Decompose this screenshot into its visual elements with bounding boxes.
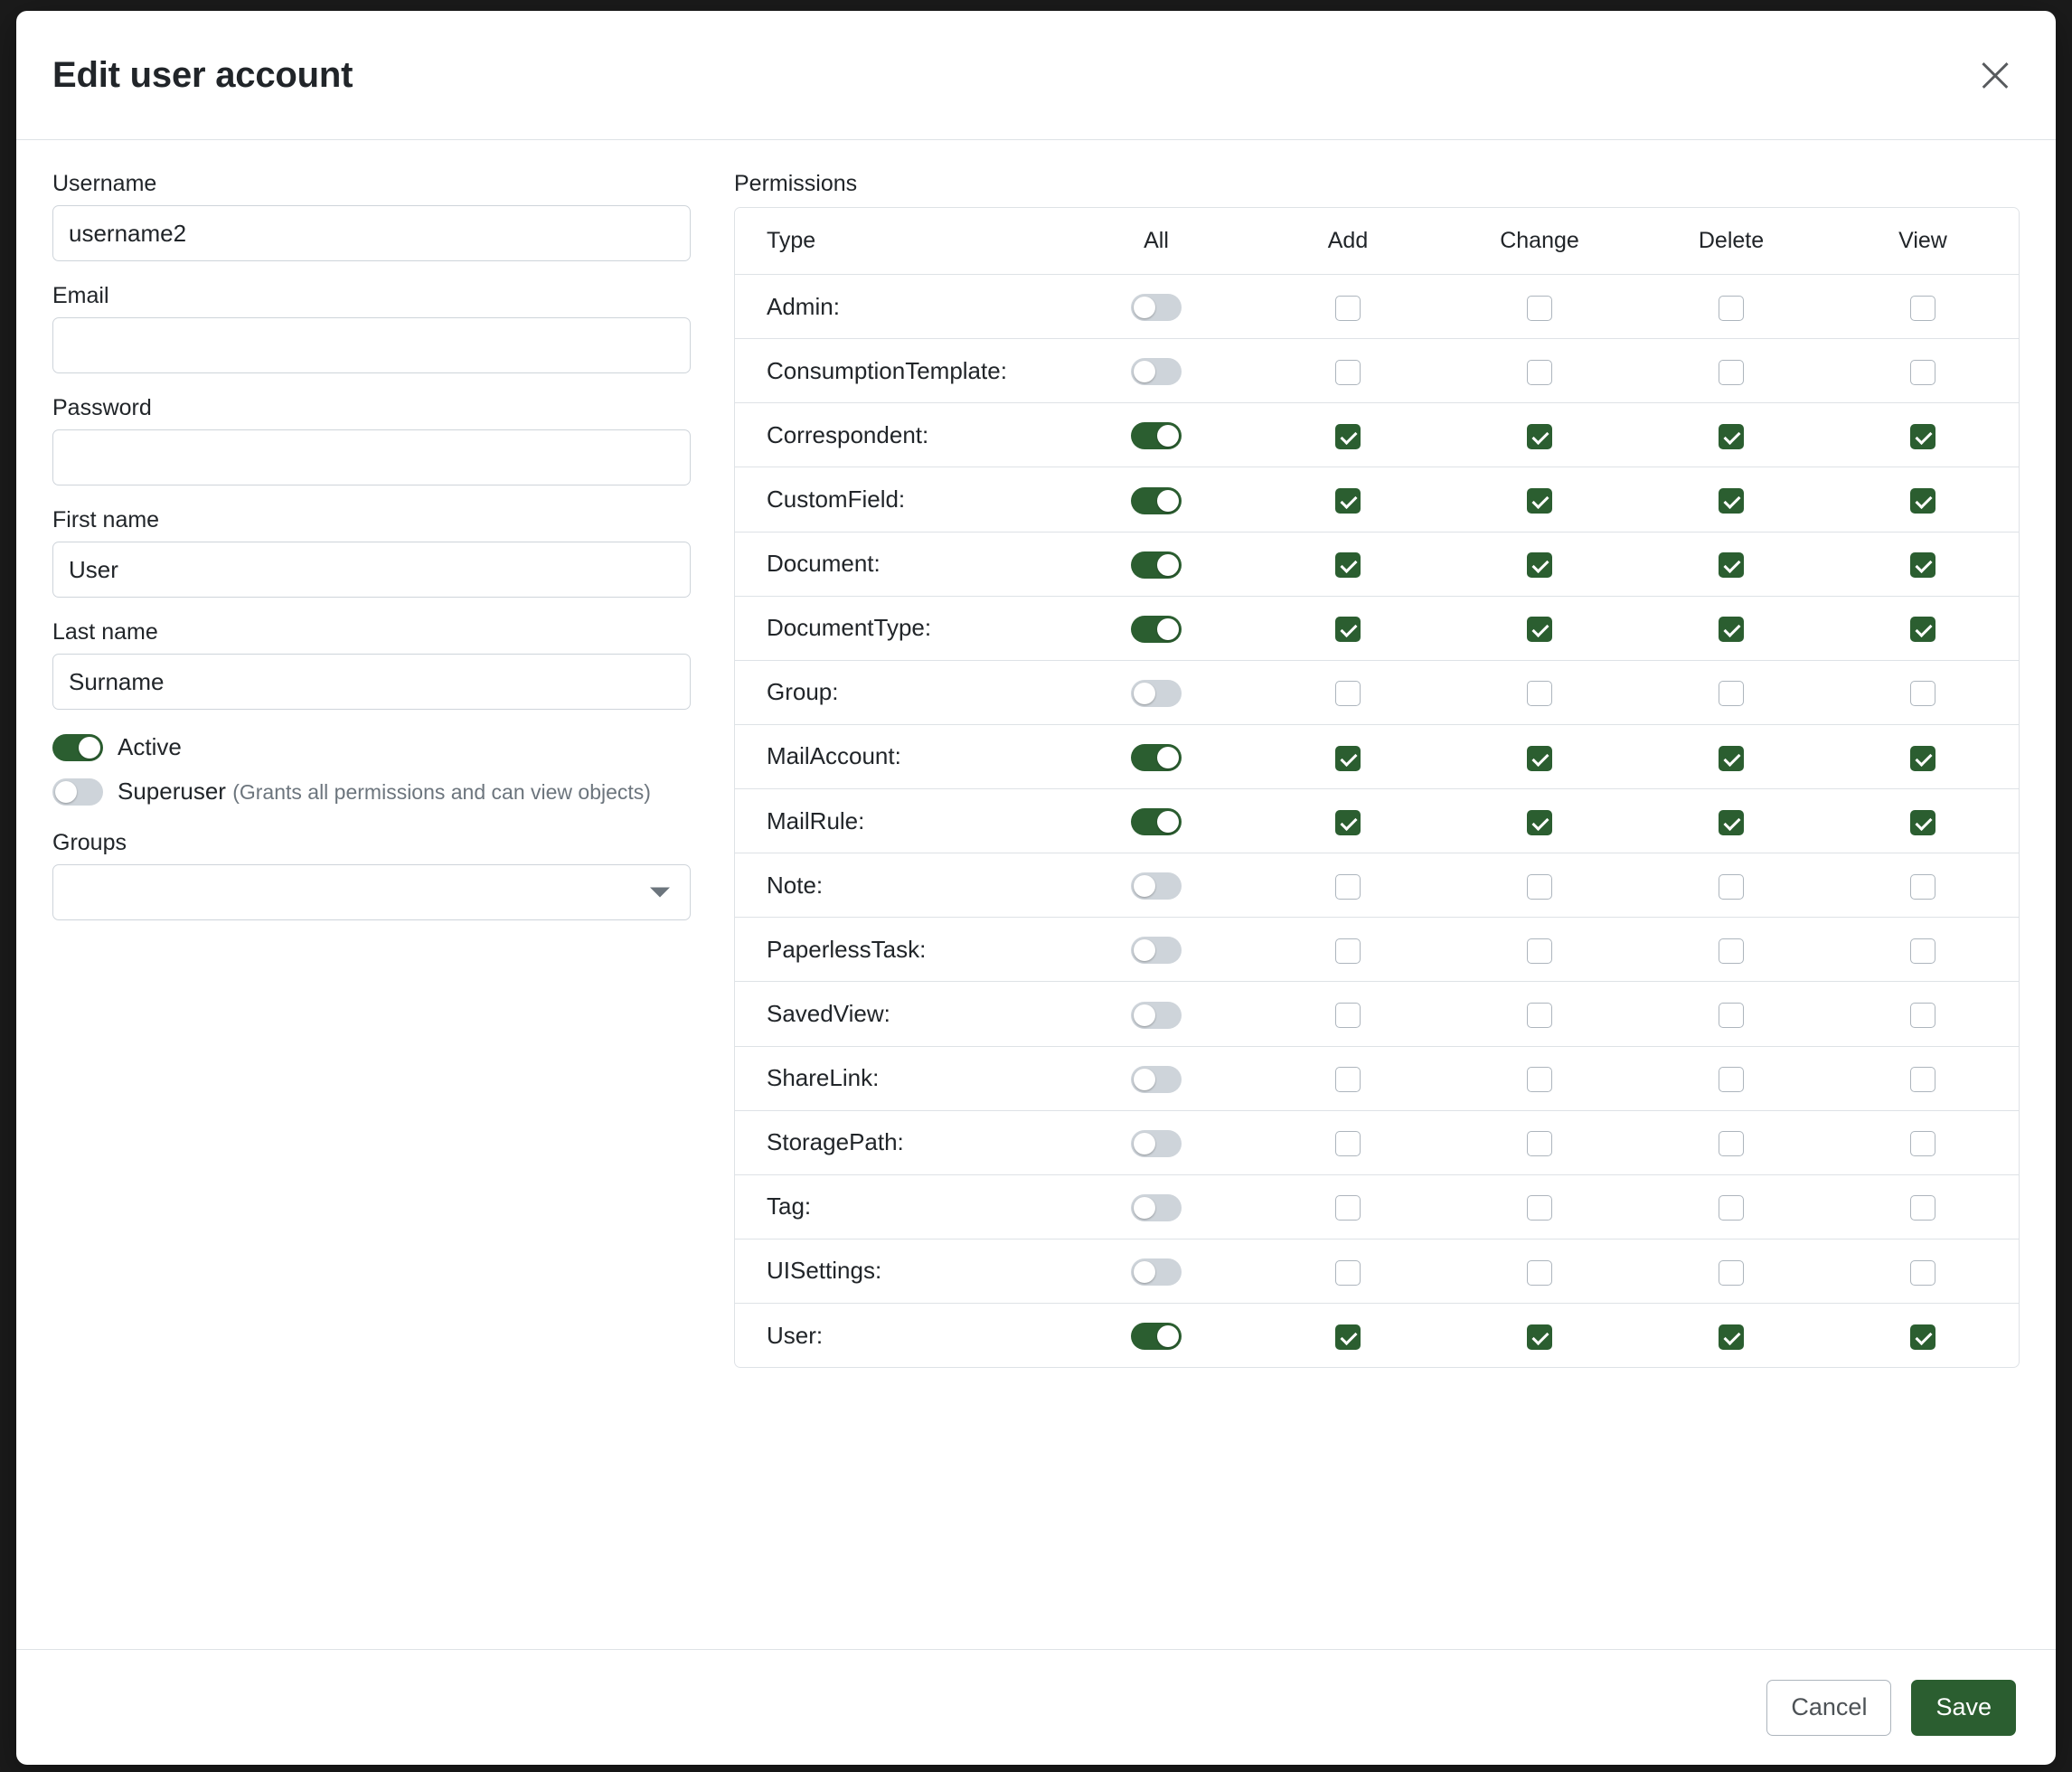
permission-change-cell [1444,596,1635,660]
permission-delete-checkbox[interactable] [1719,1195,1744,1221]
permission-delete-cell [1635,660,1827,724]
permission-change-checkbox[interactable] [1527,617,1552,642]
permission-change-checkbox[interactable] [1527,552,1552,578]
email-field[interactable] [52,317,691,373]
permission-change-checkbox[interactable] [1527,488,1552,514]
permission-add-cell [1252,1239,1444,1303]
permission-view-checkbox[interactable] [1910,296,1935,321]
page-title: Edit user account [52,54,353,95]
permission-delete-checkbox[interactable] [1719,874,1744,900]
permission-all-cell [1060,403,1252,467]
superuser-label-wrap [118,776,651,807]
permission-view-cell [1827,596,2019,660]
column-header-delete: Delete [1635,208,1827,275]
permission-add-checkbox[interactable] [1335,1131,1361,1156]
table-row [735,1304,2019,1368]
permission-all-cell [1060,532,1252,596]
permission-change-cell [1444,982,1635,1046]
permissions-table-body [735,275,2019,1368]
permission-all-cell [1060,1239,1252,1303]
permission-delete-checkbox[interactable] [1719,296,1744,321]
permission-view-cell [1827,339,2019,403]
permission-add-cell [1252,918,1444,982]
table-header-row [735,208,2019,275]
permission-all-toggle[interactable] [1131,1194,1182,1221]
permission-type-label: ShareLink: [735,1046,1060,1110]
permission-view-checkbox[interactable] [1910,1131,1935,1156]
table-row [735,1174,2019,1239]
permission-delete-cell [1635,918,1827,982]
superuser-label: Superuser [118,777,226,805]
permission-delete-cell [1635,403,1827,467]
password-field-group [52,395,691,485]
permission-change-checkbox[interactable] [1527,1195,1552,1221]
permission-view-checkbox[interactable] [1910,1260,1935,1286]
permission-type-label: User: [735,1304,1060,1368]
dialog-body [16,140,2056,1649]
permission-type-label: DocumentType: [735,596,1060,660]
permission-delete-cell [1635,724,1827,788]
permission-add-checkbox[interactable] [1335,424,1361,449]
permission-add-cell [1252,982,1444,1046]
permission-delete-checkbox[interactable] [1719,488,1744,514]
permission-all-toggle[interactable] [1131,1258,1182,1286]
superuser-toggle-row [52,776,691,807]
table-row [735,339,2019,403]
permission-view-cell [1827,918,2019,982]
permission-delete-cell [1635,596,1827,660]
permission-all-toggle[interactable] [1131,1066,1182,1093]
first-name-input[interactable] [52,542,691,598]
permission-view-checkbox[interactable] [1910,874,1935,900]
permission-type-label: MailRule: [735,789,1060,853]
email-field-group [52,283,691,373]
table-row [735,275,2019,339]
permission-type-label: PaperlessTask: [735,918,1060,982]
table-row [735,596,2019,660]
permission-delete-cell [1635,982,1827,1046]
table-row [735,789,2019,853]
groups-select[interactable] [52,864,691,920]
permission-delete-checkbox[interactable] [1719,1003,1744,1028]
permission-view-cell [1827,1304,2019,1368]
permission-add-checkbox[interactable] [1335,1003,1361,1028]
permission-view-cell [1827,724,2019,788]
first-name-label: First name [52,507,160,533]
permission-view-checkbox[interactable] [1910,424,1935,449]
permission-all-cell [1060,789,1252,853]
permission-change-cell [1444,1304,1635,1368]
permissions-section [734,171,2020,1631]
permission-view-cell [1827,1046,2019,1110]
permission-delete-checkbox[interactable] [1719,1067,1744,1092]
active-toggle[interactable] [52,734,103,761]
permission-view-checkbox[interactable] [1910,552,1935,578]
permission-add-cell [1252,1304,1444,1368]
dialog-footer [16,1649,2056,1765]
permission-change-checkbox[interactable] [1527,360,1552,385]
permission-add-cell [1252,403,1444,467]
table-row [735,1110,2019,1174]
permission-all-cell [1060,596,1252,660]
table-row [735,853,2019,918]
permission-all-toggle[interactable] [1131,872,1182,900]
permission-delete-cell [1635,1110,1827,1174]
permission-add-checkbox[interactable] [1335,296,1361,321]
permission-view-checkbox[interactable] [1910,360,1935,385]
permission-add-checkbox[interactable] [1335,746,1361,771]
permission-type-label: Tag: [735,1174,1060,1239]
permission-change-checkbox[interactable] [1527,1131,1552,1156]
dialog-header [16,11,2056,140]
column-header-view: View [1827,208,2019,275]
permission-all-cell [1060,1046,1252,1110]
table-row [735,1046,2019,1110]
permission-change-cell [1444,1239,1635,1303]
permission-view-cell [1827,1174,2019,1239]
permission-all-toggle[interactable] [1131,1002,1182,1029]
active-label: Active [118,733,182,760]
groups-label: Groups [52,830,127,856]
permission-change-cell [1444,789,1635,853]
permission-add-cell [1252,1110,1444,1174]
permission-view-cell [1827,660,2019,724]
username-label: Username [52,171,157,196]
table-row [735,467,2019,532]
permission-type-label: Group: [735,660,1060,724]
table-row [735,1239,2019,1303]
permission-add-checkbox[interactable] [1335,488,1361,514]
permission-all-toggle[interactable] [1131,358,1182,385]
groups-field-group [52,830,691,920]
permission-all-toggle[interactable] [1131,1130,1182,1157]
permission-view-checkbox[interactable] [1910,1067,1935,1092]
permission-add-cell [1252,789,1444,853]
permission-delete-checkbox[interactable] [1719,424,1744,449]
permission-all-cell [1060,1174,1252,1239]
username-field-group [52,171,691,261]
permission-all-toggle[interactable] [1131,616,1182,643]
permission-change-checkbox[interactable] [1527,424,1552,449]
permission-add-checkbox[interactable] [1335,938,1361,964]
permission-all-toggle[interactable] [1131,680,1182,707]
permission-all-toggle[interactable] [1131,937,1182,964]
email-label: Email [52,283,109,308]
permission-add-cell [1252,275,1444,339]
permission-add-cell [1252,467,1444,532]
permission-view-checkbox[interactable] [1910,681,1935,706]
permission-all-cell [1060,467,1252,532]
permission-all-cell [1060,1110,1252,1174]
permission-view-cell [1827,275,2019,339]
permission-type-label: MailAccount: [735,724,1060,788]
permission-change-cell [1444,1046,1635,1110]
permission-view-checkbox[interactable] [1910,746,1935,771]
permission-change-cell [1444,403,1635,467]
permission-delete-checkbox[interactable] [1719,810,1744,835]
last-name-field-group [52,619,691,710]
permission-all-toggle[interactable] [1131,1323,1182,1350]
superuser-toggle[interactable] [52,778,103,806]
permission-type-label: Note: [735,853,1060,918]
cancel-button[interactable]: Cancel [1766,1680,1891,1736]
last-name-input[interactable] [52,654,691,710]
permission-add-checkbox[interactable] [1335,1260,1361,1286]
permission-all-cell [1060,918,1252,982]
permission-all-toggle[interactable] [1131,551,1182,579]
permission-add-checkbox[interactable] [1335,874,1361,900]
permission-all-cell [1060,982,1252,1046]
permission-add-checkbox[interactable] [1335,1195,1361,1221]
permission-view-checkbox[interactable] [1910,1003,1935,1028]
permission-delete-cell [1635,1046,1827,1110]
permission-view-checkbox[interactable] [1910,1195,1935,1221]
permission-all-toggle[interactable] [1131,294,1182,321]
permission-view-cell [1827,1239,2019,1303]
edit-user-account-dialog [16,11,2056,1765]
permission-add-checkbox[interactable] [1335,552,1361,578]
permission-type-label: CustomField: [735,467,1060,532]
permission-all-toggle[interactable] [1131,487,1182,514]
active-toggle-row [52,731,691,763]
permission-type-label: SavedView: [735,982,1060,1046]
permission-all-cell [1060,724,1252,788]
table-row [735,660,2019,724]
permission-add-cell [1252,853,1444,918]
permission-change-cell [1444,660,1635,724]
table-row [735,982,2019,1046]
permission-all-cell [1060,853,1252,918]
permission-change-checkbox[interactable] [1527,1003,1552,1028]
column-header-change: Change [1444,208,1635,275]
permission-all-toggle[interactable] [1131,744,1182,771]
permission-view-cell [1827,1110,2019,1174]
permission-all-cell [1060,1304,1252,1368]
user-details-form [52,171,691,1631]
permission-delete-cell [1635,1239,1827,1303]
permission-delete-cell [1635,532,1827,596]
permission-delete-cell [1635,853,1827,918]
permission-delete-checkbox[interactable] [1719,617,1744,642]
permission-type-label: Document: [735,532,1060,596]
permission-view-checkbox[interactable] [1910,617,1935,642]
permission-change-cell [1444,467,1635,532]
column-header-all: All [1060,208,1252,275]
permission-all-cell [1060,660,1252,724]
permission-change-cell [1444,1110,1635,1174]
permission-delete-cell [1635,467,1827,532]
permission-change-checkbox[interactable] [1527,1067,1552,1092]
permission-change-checkbox[interactable] [1527,810,1552,835]
superuser-hint: (Grants all permissions and can view objects) [232,779,651,804]
permission-delete-cell [1635,1174,1827,1239]
permission-view-cell [1827,467,2019,532]
permission-change-cell [1444,853,1635,918]
permission-add-cell [1252,339,1444,403]
first-name-field-group [52,507,691,598]
permission-change-checkbox[interactable] [1527,746,1552,771]
permission-view-checkbox[interactable] [1910,938,1935,964]
permission-delete-checkbox[interactable] [1719,360,1744,385]
permission-delete-checkbox[interactable] [1719,1324,1744,1350]
permission-change-cell [1444,1174,1635,1239]
permission-all-toggle[interactable] [1131,422,1182,449]
permission-type-label: UISettings: [735,1239,1060,1303]
permission-change-checkbox[interactable] [1527,1260,1552,1286]
save-button[interactable]: Save [1911,1680,2016,1736]
permission-type-label: Admin: [735,275,1060,339]
permission-type-label: Correspondent: [735,403,1060,467]
permission-add-cell [1252,1174,1444,1239]
permission-change-checkbox[interactable] [1527,1324,1552,1350]
permission-change-cell [1444,339,1635,403]
permission-add-checkbox[interactable] [1335,1067,1361,1092]
username-input[interactable] [52,205,691,261]
permission-view-cell [1827,403,2019,467]
permission-change-checkbox[interactable] [1527,874,1552,900]
permission-add-cell [1252,660,1444,724]
permission-delete-checkbox[interactable] [1719,552,1744,578]
permission-view-checkbox[interactable] [1910,1324,1935,1350]
table-row [735,918,2019,982]
permission-delete-cell [1635,275,1827,339]
permission-change-cell [1444,724,1635,788]
permission-change-cell [1444,918,1635,982]
permission-add-cell [1252,724,1444,788]
permission-add-cell [1252,532,1444,596]
permission-view-checkbox[interactable] [1910,810,1935,835]
permission-delete-cell [1635,1304,1827,1368]
permission-add-cell [1252,1046,1444,1110]
last-name-label: Last name [52,619,158,645]
table-row [735,724,2019,788]
permission-delete-checkbox[interactable] [1719,1131,1744,1156]
permission-all-cell [1060,339,1252,403]
permission-add-checkbox[interactable] [1335,617,1361,642]
table-row [735,532,2019,596]
table-row [735,403,2019,467]
permission-add-checkbox[interactable] [1335,1324,1361,1350]
permission-change-cell [1444,532,1635,596]
permission-add-checkbox[interactable] [1335,681,1361,706]
permission-change-checkbox[interactable] [1527,681,1552,706]
permission-view-cell [1827,982,2019,1046]
column-header-add: Add [1252,208,1444,275]
permission-delete-checkbox[interactable] [1719,938,1744,964]
permission-all-cell [1060,275,1252,339]
column-header-type: Type [735,208,1060,275]
permissions-table [734,207,2020,1368]
permission-add-cell [1252,596,1444,660]
permission-type-label: ConsumptionTemplate: [735,339,1060,403]
close-icon[interactable] [1974,54,2016,96]
permission-change-checkbox[interactable] [1527,938,1552,964]
chevron-down-icon [650,888,670,898]
password-field[interactable] [52,429,691,485]
permission-change-cell [1444,275,1635,339]
permission-view-checkbox[interactable] [1910,488,1935,514]
permissions-label: Permissions [734,171,858,196]
permission-add-checkbox[interactable] [1335,360,1361,385]
permission-all-toggle[interactable] [1131,808,1182,835]
permission-view-cell [1827,789,2019,853]
permission-type-label: StoragePath: [735,1110,1060,1174]
permission-change-checkbox[interactable] [1527,296,1552,321]
permission-delete-cell [1635,789,1827,853]
permission-view-cell [1827,853,2019,918]
permission-add-checkbox[interactable] [1335,810,1361,835]
password-label: Password [52,395,152,420]
permission-delete-cell [1635,339,1827,403]
permission-view-cell [1827,532,2019,596]
permission-delete-checkbox[interactable] [1719,681,1744,706]
permission-delete-checkbox[interactable] [1719,746,1744,771]
permission-delete-checkbox[interactable] [1719,1260,1744,1286]
